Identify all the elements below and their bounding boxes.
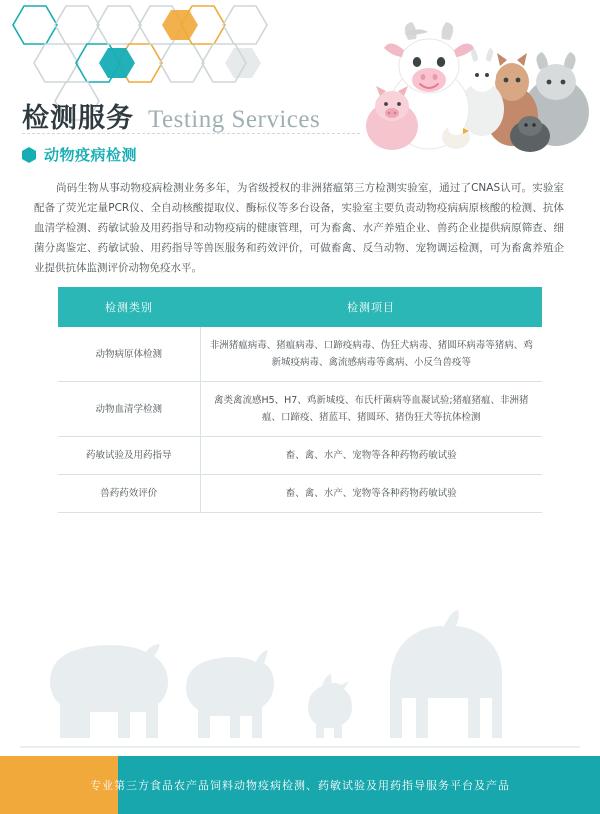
table-header-row <box>58 287 542 327</box>
table-cell-category: 动物病原体检测 <box>58 327 200 382</box>
table-header-category: 检测类别 <box>58 287 200 327</box>
page-title <box>22 96 320 135</box>
table-cell-category: 兽药药效评价 <box>58 475 200 513</box>
table-row <box>58 382 542 437</box>
table-header-items: 检测项目 <box>200 287 542 327</box>
page-title-en: Testing Services <box>148 106 321 133</box>
footer-text: 专业第三方食品农产品饲料动物疫病检测、药敏试验及用药指导服务平台及产品 <box>90 779 510 792</box>
table-cell-items: 非洲猪瘟病毒、猪瘟病毒、口蹄疫病毒、伪狂犬病毒、猪圆环病毒等猪病、鸡新城疫病毒、禽流感病毒等禽病、小反刍兽疫等 <box>200 327 542 382</box>
footer-divider <box>20 746 580 748</box>
table-cell-items: 畜、禽、水产、宠物等各种药物药敏试验 <box>200 475 542 513</box>
section-title-text: 动物疫病检测 <box>44 146 138 164</box>
table-cell-category: 动物血清学检测 <box>58 382 200 437</box>
table-cell-items: 畜、禽、水产、宠物等各种药物药敏试验 <box>200 437 542 475</box>
footer-bar <box>0 756 600 814</box>
page-title-cn: 检测服务 <box>22 103 134 134</box>
table-cell-category: 药敏试验及用药指导 <box>58 437 200 475</box>
hexagon-icon <box>22 147 36 163</box>
table-cell-items: 禽类禽流感H5、H7、鸡新城疫、布氏杆菌病等血凝试验;猪瘟猪瘟、非洲猪瘟、口蹄疫、猪蓝耳、猪圆环、猪伪狂犬等抗体检测 <box>200 382 542 437</box>
title-divider <box>22 133 360 135</box>
table-row <box>58 437 542 475</box>
table-row <box>58 327 542 382</box>
section-heading <box>22 144 137 165</box>
table-row <box>58 475 542 513</box>
animal-silhouettes <box>0 558 600 748</box>
farm-animals-illustration <box>334 4 594 154</box>
detection-table <box>58 287 542 513</box>
intro-paragraph: 尚码生物从事动物疫病检测业务多年，为省级授权的非洲猪瘟第三方检测实验室，通过了CNAS认可。实验室配备了荧光定量PCR仪、全自动核酸提取仪、酶标仪等多台设备，实验室主要负责动物疫病病原核酸的检测、抗体血清学检测、药敏试验及用药指导和动物疫病的健康管理，可为畜禽、水产养殖企业、兽药企业提供病原筛查、细菌分离鉴定、药敏试验、用药指导等兽医服务和药效评价，可做畜禽、反刍动物、宠物调运检测，可为畜禽养殖企业提供抗体监测评价动物免疫水平。 <box>34 182 564 274</box>
